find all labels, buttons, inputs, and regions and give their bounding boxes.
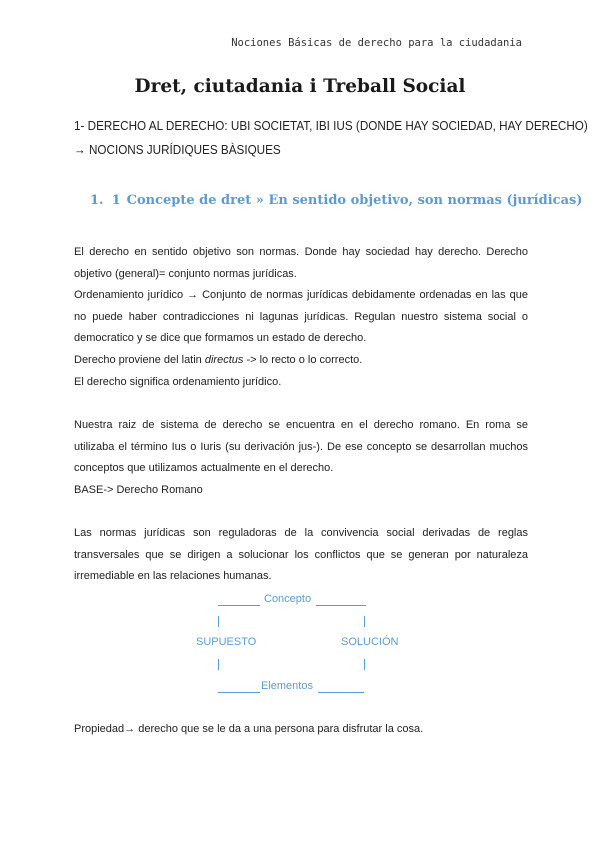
diagram-connector [218,659,219,670]
section-subnumber: 1 [111,193,121,208]
paragraph: El derecho en sentido objetivo son normas. Donde hay sociedad hay derecho. Derecho objetivo (general)= conjunto normas jurídicas. [74,246,528,280]
diagram-connector [218,616,219,627]
paragraph: BASE-> Derecho Romano [74,483,203,496]
running-header: Nociones Básicas de derecho para la ciudadania [231,37,522,49]
latin-term: directus [204,353,244,366]
diagram-right-label: SOLUCIÓN [341,636,399,648]
paragraph-block-3 [74,523,528,588]
paragraph-block-2 [74,415,528,501]
diagram-line [218,605,260,606]
paragraph [74,350,528,372]
diagram-top-label: Concepto [264,593,312,605]
diagram-left-label: SUPUESTO [196,636,257,648]
subtitle-line-2: → NOCIONS JURÍDIQUES BÀSIQUES [74,142,281,157]
diagram-connector [364,616,365,627]
paragraph-text: Derecho proviene del latin [74,353,205,366]
paragraph: Propiedad→ derecho que se le da a una persona para disfrutar la cosa. [74,723,424,735]
paragraph: El derecho significa ordenamiento jurídico. [74,375,282,388]
document-title: Dret, ciutadania i Treball Social [134,76,466,97]
section-heading [90,193,582,208]
document-subtitle [74,114,588,162]
paragraph-text: -> lo recto o lo correcto. [243,353,363,366]
section-number: 1. [90,193,104,208]
diagram-line [218,692,260,693]
diagram-line [316,605,366,606]
paragraph: Ordenamiento jurídico → Conjunto de normas jurídicas debidamente ordenadas en las que no puede haber contradicciones ni lagunas jurídicas. Regulan nuestro sistema social o democratico y se dice que formamos un estado de derecho. [74,289,528,345]
diagram-connector [364,659,365,670]
diagram-line [318,692,364,693]
paragraph: Las normas jurídicas son reguladoras de la convivencia social derivadas de reglas transversales que se dirigen a solucionar los conflictos que se generan por naturaleza irremediable en las relaciones humanas. [74,527,528,583]
paragraph: Nuestra raiz de sistema de derecho se encuentra en el derecho romano. En roma se utilizaba el término Ius o Iuris (su derivación jus-). De ese concepto se desarrollan muchos conceptos que utilizamos actualmente en el derecho. [74,419,528,475]
subtitle-line-1: 1- DERECHO AL DERECHO: UBI SOCIETAT, IBI IUS (DONDE HAY SOCIEDAD, HAY DERECHO) [74,118,588,133]
paragraph-block-1 [74,242,528,393]
paragraph-block-4 [74,719,528,741]
diagram-bottom-label: Elementos [261,680,313,692]
section-heading-text: Concepte de dret » En sentido objetivo, son normas (jurídicas) [126,193,583,208]
